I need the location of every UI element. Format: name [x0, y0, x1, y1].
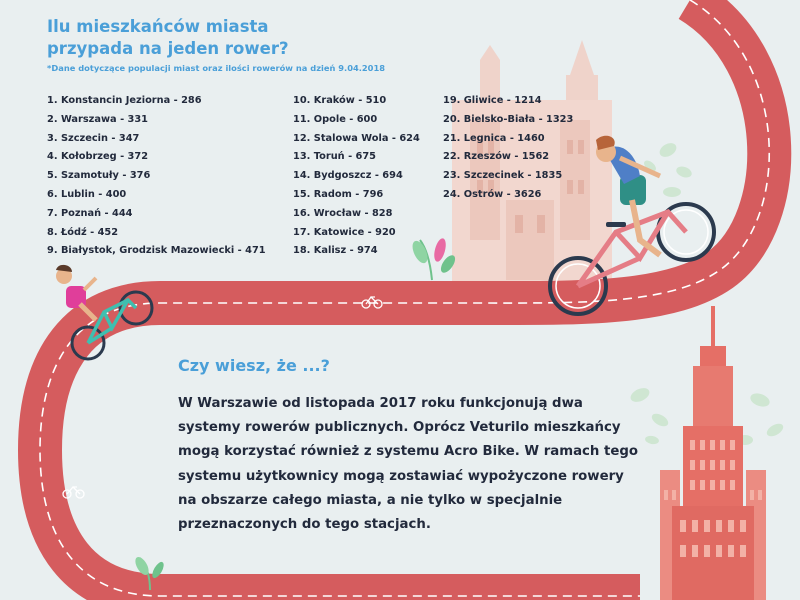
ranking-item: 21. Legnica - 1460	[443, 132, 545, 144]
ranking-item: 12. Stalowa Wola - 624	[293, 132, 420, 144]
palace-of-culture-illustration	[660, 306, 766, 600]
fact-line: systemu użytkownicy mogą zostawiać wypożyczone rowery	[178, 468, 624, 484]
page-title	[47, 16, 289, 60]
ranking-item: 11. Opole - 600	[293, 113, 378, 125]
fact-line: W Warszawie od listopada 2017 roku funkcjonują dwa	[178, 396, 583, 411]
ranking-item: 1. Konstancin Jeziorna - 286	[47, 95, 202, 106]
ranking-item: 24. Ostrów - 3626	[443, 188, 542, 200]
fact-line: mogą korzystać również z systemu Acro Bike. W ramach tego	[178, 444, 639, 460]
ranking-item: 3. Szczecin - 347	[47, 132, 140, 144]
ranking-item: 5. Szamotuły - 376	[47, 170, 151, 182]
fact-line: systemy rowerów publicznych. Oprócz Veturilo mieszkańcy	[178, 420, 621, 436]
title-line: przypada na jeden rower?	[47, 39, 289, 58]
ranking-item: 23. Szczecinek - 1835	[443, 170, 563, 182]
data-footnote: *Dane dotyczące populacji miast oraz ilości rowerów na dzień 9.04.2018	[47, 63, 386, 73]
ranking-item: 17. Katowice - 920	[293, 226, 396, 238]
ranking-item: 14. Bydgoszcz - 694	[293, 170, 403, 182]
ranking-item: 9. Białystok, Grodzisk Mazowiecki - 471	[47, 245, 266, 257]
fact-heading: Czy wiesz, że ...?	[178, 356, 330, 375]
title-line: Ilu mieszkańców miasta	[47, 17, 269, 36]
ranking-item: 2. Warszawa - 331	[47, 113, 148, 125]
ranking-column-3	[443, 92, 573, 205]
ranking-item: 13. Toruń - 675	[293, 151, 376, 163]
ranking-column-1	[47, 92, 266, 261]
fact-paragraph	[178, 392, 648, 537]
fact-line: na obszarze całego miasta, a nie tylko w specjalnie	[178, 492, 563, 508]
ranking-item: 16. Wrocław - 828	[293, 207, 393, 219]
ranking-item: 10. Kraków - 510	[293, 95, 387, 106]
ranking-item: 7. Poznań - 444	[47, 207, 133, 219]
ranking-item: 19. Gliwice - 1214	[443, 95, 542, 106]
fact-line: przeznaczonych do tego stacjach.	[178, 517, 431, 533]
ranking-item: 8. Łódź - 452	[47, 226, 119, 238]
ranking-column-2	[293, 92, 420, 261]
ranking-item: 4. Kołobrzeg - 372	[47, 151, 149, 163]
ranking-item: 18. Kalisz - 974	[293, 245, 378, 257]
ranking-item: 15. Radom - 796	[293, 188, 384, 200]
ranking-item: 6. Lublin - 400	[47, 188, 127, 200]
ranking-item: 22. Rzeszów - 1562	[443, 151, 550, 163]
ranking-item: 20. Bielsko-Biała - 1323	[443, 113, 574, 125]
